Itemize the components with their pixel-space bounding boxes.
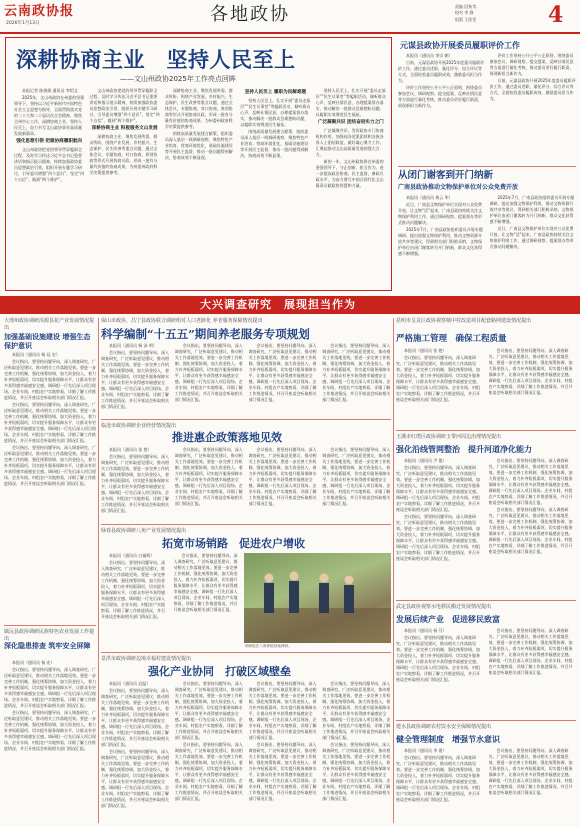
divider	[101, 419, 391, 420]
paragraph: 评价工作坚持公开公平公正原则，围绕委员参加会议、调研视察、提交提案、反映社情民意等方面进行量化考核，推动委员更好履行职责，展现新担当新作为。	[489, 53, 574, 76]
paragraph: 围绕高质量发展建言献策，组织委员深入基层一线调研视察，聚焦特色产业培育、营商环境优化、基础设施建设等开展民主监督，推动一批问题得到解决，协商成效不断显现。	[164, 131, 233, 160]
divider	[396, 430, 576, 431]
issue-date: 2026年1月13日	[6, 21, 40, 26]
page-number: 4	[548, 2, 564, 28]
feature-columns	[14, 88, 386, 288]
column-rule	[393, 318, 394, 823]
article-kicker: 临沧市政协调研企业经营情况提出	[101, 423, 177, 429]
divider	[396, 600, 576, 601]
paragraph: 会议指出，要坚持问题导向，深入调查研究，广泛听取意见建议，推动相关工作落地见效。要进一步完善工作机制，强化统筹协调，加大资金投入，着力补齐短板弱项，切实提升服务保障水平，让群众有更多获得感幸福感安全感。调研组一行先后深入项目现场、企业车间、村组农户实地察看，详细了解工作推进情况，并召开座谈会听取相关部门情况汇报。	[174, 343, 243, 402]
article-subheadline: 广南县政协推动文物保护单位对公众免费开放	[398, 184, 519, 191]
article-kicker: 玉溪市红塔区政协调研玉带河周边治理情况提出	[396, 434, 502, 440]
article-body	[101, 447, 391, 522]
paragraph: 新的一年，文山州政协将在州委的坚强领导下，守正创新、担当作为，进一步提高政治协商、民主监督、参政议政水平，为奋力谱写中国式现代化文山篇章贡献政协智慧和力量。	[315, 159, 384, 189]
byline: 本报讯（通讯员 张 艳）	[109, 447, 152, 452]
paragraph: 广泛凝聚共识，发挥政协专门协商机构作用，加强同各党派团体和各族各界人士团结联谊，做好凝心聚力工作，汇聚起推动文山高质量发展的强大合力。	[315, 128, 384, 158]
article-kicker: 绿春县政协调研八角产业发展情况提出	[101, 528, 187, 534]
divider	[101, 524, 391, 525]
article-kicker: 保山市政协、昌宁县政协联合调研组对人口老龄化 养老服务保障情况提出	[101, 318, 263, 324]
paragraph: 会议指出，要坚持问题导向，深入调查研究，广泛听取意见建议，推动相关工作落地见效。要进一步完善工作机制，强化统筹协调，加大资金投入，着力补齐短板弱项，切实提升服务保障水平，让群众有更多获得感幸福感安全感。调研组一行先后深入项目现场、企业车间、村组农户实地察看，详细了解工作推进情况，并召开座谈会听取相关部门情况汇报。	[174, 742, 243, 801]
article-body	[101, 343, 391, 418]
paragraph: 文山州政协把党的领导贯穿履职全过程，及时学习传达习近平总书记重要讲话和指示批示精神，持续加强政协委员思想政治引领，组织开展专题学习研讨，引导委员增强“四个意识”、坚定“四个自信”、做到“两个维护”。	[89, 88, 160, 123]
paragraph: 会议指出，要坚持问题导向，深入调查研究，广泛听取意见建议，推动相关工作落地见效。要进一步完善工作机制，强化统筹协调，加大资金投入，着力补齐短板弱项，切实提升服务保障水平，让群众有更多获得感幸福感安全感。调研组一行先后深入项目现场、企业车间、村组农户实地察看，详细了解工作推进情况，并召开座谈会听取相关部门情况汇报。	[101, 749, 169, 808]
paragraph: 会议指出，要坚持问题导向，深入调查研究，广泛听取意见建议，推动相关工作落地见效。要进一步完善工作机制，强化统筹协调，加大资金投入，着力补齐短板弱项，切实提升服务保障水平，让群众有更多获得感幸福感安全感。调研组一行先后深入项目现场、企业车间、村组农户实地察看，详细了解工作推进情况，并召开座谈会听取相关部门情况汇报。	[101, 688, 169, 747]
divider	[396, 720, 576, 721]
byline: 本报讯（通讯员 李 建）	[404, 748, 447, 753]
photo-people-figures	[244, 553, 391, 643]
editor-line: 校对 李 静	[455, 10, 474, 16]
paragraph: 会议指出，要坚持问题导向，深入调查研究，广泛听取意见建议，推动相关工作落地见效。要进一步完善工作机制，强化统筹协调，加大资金投入，着力补齐短板弱项，切实提升服务保障水平，让群众有更多获得感幸福感安全感。调研组一行先后深入项目现场、企业车间、村组农户实地察看，详细了解工作推进情况，并召开座谈会听取相关部门情况汇报。	[488, 507, 573, 554]
paragraph: 坚持人民至上，扎实开展“委员走基层”“民生议事堂”等履职活动，倾听群众心声，反映社情民意，办理提案督办落实，推动解决一批群众急难愁盼问题，以履职实效增进民生福祉。	[240, 98, 311, 128]
article-body	[396, 748, 576, 824]
article-body	[396, 628, 576, 718]
article-headline: 严格施工管理 确保工程质量	[396, 334, 507, 344]
paragraph: 会议指出，要坚持问题导向，深入调查研究，广泛听取意见建议，推动相关工作落地见效。要进一步完善工作机制，强化统筹协调，加大资金投入，着力补齐短板弱项，切实提升服务保障水平，让群众有更多获得感幸福感安全感。调研组一行先后深入项目现场、企业车间、村组农户实地察看，详细了解工作推进情况，并召开座谈会听取相关部门情况汇报。	[322, 343, 391, 402]
article-body	[396, 458, 576, 598]
article-body	[398, 53, 576, 163]
paragraph: 文山州政协把党的领导贯穿履职全过程，及时学习传达习近平总书记重要讲话和指示批示精神，持续加强政协委员思想政治引领，组织开展专题学习研讨，引导委员增强“四个意识”、坚定“四个自信”、做到“两个维护”。	[14, 147, 85, 183]
paragraph: 会议指出，要坚持问题导向，深入调查研究，广泛听取意见建议，推动相关工作落地见效。要进一步完善工作机制，强化统筹协调，加大资金投入，着力补齐短板弱项，切实提升服务保障水平，让群众有更多获得感幸福感安全感。调研组一行先后深入项目现场、企业车间、村组农户实地察看，详细了解工作推进情况，并召开座谈会听取相关部门情况汇报。	[396, 465, 480, 512]
article-body	[4, 352, 96, 622]
article-headline: 发展后续产业 促进移民致富	[396, 614, 500, 624]
feature-byline: 本报记者 陈娟娟 通讯员 李绍文	[22, 88, 78, 93]
article-headline: 科学编制“十五五”期间养老服务专项规划	[101, 327, 310, 341]
section-title: 各地政协	[210, 4, 290, 25]
article-kicker: 大理州政协调研洱源县花产业发展情况提出	[4, 318, 95, 331]
feature-subhead: 深耕协商主业 积极服务文山发展	[91, 126, 158, 131]
paragraph: 会议指出，要坚持问题导向，深入调查研究，广泛听取意见建议，推动相关工作落地见效。要进一步完善工作机制，强化统筹协调，加大资金投入，着力补齐短板弱项，切实提升服务保障水平，让群众有更多获得感幸福感安全感。调研组一行先后深入项目现场、企业车间、村组农户实地察看，详细了解工作推进情况，并召开座谈会听取相关部门情况汇报。	[248, 447, 317, 506]
paragraph: 会议指出，要坚持问题导向，深入调查研究，广泛听取意见建议，推动相关工作落地见效。要进一步完善工作机制，强化统筹协调，加大资金投入，着力补齐短板弱项，切实提升服务保障水平，让群众有更多获得感幸福感安全感。调研组一行先后深入项目现场、企业车间、村组农户实地察看，详细了解工作推进情况，并召开座谈会听取相关部门情况汇报。	[248, 681, 317, 740]
editor-line: 责编 段秋苇	[455, 4, 477, 9]
paragraph: 会议指出，要坚持问题导向，深入调查研究，广泛听取意见建议，推动相关工作落地见效。要进一步完善工作机制，强化统筹协调，加大资金投入，着力补齐短板弱项，切实提升服务保障水平，让群众有更多获得感幸福感安全感。调研组一行先后深入项目现场、企业车间、村组农户实地察看，详细了解工作推进情况，并召开座谈会听取相关部门情况汇报。	[396, 514, 480, 561]
paragraph: 会议指出，要坚持问题导向，深入调查研究，广泛听取意见建议，推动相关工作落地见效。要进一步完善工作机制，强化统筹协调，加大资金投入，着力补齐短板弱项，切实提升服务保障水平，让群众有更多获得感幸福感安全感。调研组一行先后深入项目现场、企业车间、村组农户实地察看，详细了解工作推进情况，并召开座谈会听取相关部门情况汇报。	[4, 359, 96, 400]
article-headline: 健全管理制度 增强节水意识	[396, 734, 500, 744]
paragraph: 日前，元谋县政协开展2025年度委员履职评价工作，通过委员述职、量化评分、综合评议等方式，全面检验委员履职成效，激励委员担当作为。	[489, 78, 576, 101]
feature-subheadline: ——文山州政协2025年工作亮点回眸	[120, 75, 236, 83]
paragraph: 会议指出，要坚持问题导向，深入调查研究，广泛听取意见建议，推动相关工作落地见效。要进一步完善工作机制，强化统筹协调，加大资金投入，着力补齐短板弱项，切实提升服务保障水平，让群众有更多获得感幸福感安全感。调研组一行先后深入项目现场、企业车间、村组农户实地察看，详细了解工作推进情况，并召开座谈会听取相关部门情况汇报。	[173, 553, 238, 612]
article-headline: 从闭门谢客到开门纳新	[398, 170, 494, 181]
byline: 本报讯（通讯员 李宗 朝）	[406, 53, 453, 58]
paragraph: 会议指出，要坚持问题导向，深入调查研究，广泛听取意见建议，推动相关工作落地见效。要进一步完善工作机制，强化统筹协调，加大资金投入，着力补齐短板弱项，切实提升服务保障水平，让群众有更多获得感幸福感安全感。调研组一行先后深入项目现场、企业车间、村组农户实地察看，详细了解工作推进情况，并召开座谈会听取相关部门情况汇报。	[396, 635, 480, 682]
paragraph: 坚持人民至上，扎实开展“委员走基层”“民生议事堂”等履职活动，倾听群众心声，反映社情民意，办理提案督办落实，推动解决一批群众急难愁盼问题，以履职实效增进民生福祉。	[315, 88, 386, 117]
paragraph: 会议指出，要坚持问题导向，深入调查研究，广泛听取意见建议，推动相关工作落地见效。要进一步完善工作机制，强化统筹协调，加大资金投入，着力补齐短板弱项，切实提升服务保障水平，让群众有更多获得感幸福感安全感。调研组一行先后深入项目现场、企业车间、村组农户实地察看，详细了解工作推进情况，并召开座谈会听取相关部门情况汇报。	[488, 348, 573, 395]
column-rule	[98, 318, 99, 823]
article-kicker: 镇沅县政协调研民族特色农业发展工作提出	[4, 629, 95, 642]
article-headline: 加强基础设施建设 增强生态保护意识	[4, 332, 91, 351]
paragraph: 会议指出，要坚持问题导向，深入调查研究，广泛听取意见建议，推动相关工作落地见效。要进一步完善工作机制，强化统筹协调，加大资金投入，着力补齐短板弱项，切实提升服务保障水平，让群众有更多获得感幸福感安全感。调研组一行先后深入项目现场、企业车间、村组农户实地察看，详细了解工作推进情况，并召开座谈会听取相关部门情况汇报。	[322, 681, 391, 740]
byline: 本报讯（通讯员 白福辉）	[109, 553, 155, 558]
article-body	[101, 681, 391, 824]
paragraph: 会议指出，要坚持问题导向，深入调查研究，广泛听取意见建议，推动相关工作落地见效。要进一步完善工作机制，强化统筹协调，加大资金投入，着力补齐短板弱项，切实提升服务保障水平，让群众有更多获得感幸福感安全感。调研组一行先后深入项目现场、企业车间、村组农户实地察看，详细了解工作推进情况，并召开座谈会听取相关部门情况汇报。	[322, 447, 391, 506]
paragraph: 会议指出，要坚持问题导向，深入调查研究，广泛听取意见建议，推动相关工作落地见效。要进一步完善工作机制，强化统筹协调，加大资金投入，着力补齐短板弱项，切实提升服务保障水平，让群众有更多获得感幸福感安全感。调研组一行先后深入项目现场、企业车间、村组农户实地察看，详细了解工作推进情况，并召开座谈会听取相关部门情况汇报。	[248, 742, 317, 801]
paragraph: 会议指出，要坚持问题导向，深入调查研究，广泛听取意见建议，推动相关工作落地见效。要进一步完善工作机制，强化统筹协调，加大资金投入，着力补齐短板弱项，切实提升服务保障水平，让群众有更多获得感幸福感安全感。调研组一行先后深入项目现场、企业车间、村组农户实地察看，详细了解工作推进情况，并召开座谈会听取相关部门情况汇报。	[4, 402, 96, 443]
paragraph: 会议指出，要坚持问题导向，深入调查研究，广泛听取意见建议，推动相关工作落地见效。要进一步完善工作机制，强化统筹协调，加大资金投入，着力补齐短板弱项，切实提升服务保障水平，让群众有更多获得感幸福感安全感。调研组一行先后深入项目现场、企业车间、村组农户实地察看，详细了解工作推进情况，并召开座谈会听取相关部门情况汇报。	[396, 755, 480, 802]
byline: 本报讯（通讯员 杨 宏）	[12, 660, 55, 665]
paragraph: 会议指出，要坚持问题导向，深入调查研究，广泛听取意见建议，推动相关工作落地见效。要进一步完善工作机制，强化统筹协调，加大资金投入，着力补齐短板弱项，切实提升服务保障水平，让群众有更多获得感幸福感安全感。调研组一行先后深入项目现场、企业车间、村组农户实地察看，详细了解工作推进情况，并召开座谈会听取相关部门情况汇报。	[174, 447, 243, 506]
article-kicker: 建水县政协调研农村饮水安全保障情况提出	[396, 724, 492, 730]
paragraph: 近日，广南县文物保护单位实现对公众免费开放，让文物“活”起来，广南县政协持续关注文物保护利用工作，通过调研视察、提案督办等形式推动问题解决。	[489, 226, 574, 249]
masthead	[0, 0, 580, 34]
article-kicker: 昆明市呈贡区政协视察城中村改造项目配套路网建设情况提出	[396, 318, 532, 324]
byline: 本报讯（通讯员 杨 冠 宏）	[12, 352, 60, 357]
divider	[4, 625, 96, 626]
divider	[101, 652, 391, 653]
divider	[398, 166, 576, 167]
editor-line: 组版 王欣雯	[455, 16, 477, 22]
section-banner-text: 大兴调查研究 展现担当作为	[200, 298, 356, 311]
article-body	[4, 660, 96, 825]
paragraph: 深耕协商主业，聚焦发展所需、群众所盼，围绕产业发展、乡村振兴、生态保护、民生改善等重点议题，通过全体会议、专题协商、对口协商、界别协商等形式开展协商议政，形成一批有分量有价值的协商成果，为州委州政府科学决策提供参考。	[164, 88, 233, 129]
paragraph: 会议指出，要坚持问题导向，深入调查研究，广泛听取意见建议，推动相关工作落地见效。要进一步完善工作机制，强化统筹协调，加大资金投入，着力补齐短板弱项，切实提升服务保障水平，让群众有更多获得感幸福感安全感。调研组一行先后深入项目现场、企业车间、村组农户实地察看，详细了解工作推进情况，并召开座谈会听取相关部门情况汇报。	[248, 343, 317, 402]
article-headline: 元谋县政协开展委员履职评价工作	[400, 40, 520, 50]
editor-credits	[455, 4, 476, 23]
paragraph: 评价工作坚持公开公平公正原则，围绕委员参加会议、调研视察、提交提案、反映社情民意等方面进行量化考核，推动委员更好履行职责，展现新担当新作为。	[398, 85, 482, 108]
paragraph: 近日，广南县文物保护单位实现对公众免费开放，让文物“活”起来，广南县政协持续关注文物保护利用工作，通过调研视察、提案督办等形式推动问题解决。	[398, 202, 483, 225]
article-headline: 推进惠企政策落地见效	[172, 431, 282, 444]
article-headline: 强化沿线管网整治 提升河道净化能力	[396, 444, 532, 454]
byline: 本报讯（通讯员 杨 泽 明）	[109, 343, 157, 348]
feature-subhead: 强化思想引领 把稳协商履职航向	[16, 139, 83, 144]
paragraph: 围绕高质量发展建言献策，组织委员深入基层一线调研视察，聚焦特色产业培育、营商环境优化、基础设施建设等开展民主监督，推动一批问题得到解决，协商成效不断显现。	[240, 129, 309, 159]
feature-subhead: 坚持人民至上 履职为民解难题	[244, 90, 307, 95]
paragraph: 日前，元谋县政协开展2025年度委员履职评价工作，通过委员述职、量化评分、综合评议等方式，全面检验委员履职成效，激励委员担当作为。	[398, 60, 485, 83]
paragraph: 会议指出，要坚持问题导向，深入调查研究，广泛听取意见建议，推动相关工作落地见效。要进一步完善工作机制，强化统筹协调，加大资金投入，着力补齐短板弱项，切实提升服务保障水平，让群众有更多获得感幸福感安全感。调研组一行先后深入项目现场、企业车间、村组农户实地察看，详细了解工作推进情况，并召开座谈会听取相关部门情况汇报。	[322, 742, 391, 801]
byline: 本报讯（通讯员 张 艳）	[404, 348, 447, 353]
article-body	[101, 553, 241, 649]
byline: 本报讯（通讯员 尹 俊）	[404, 458, 447, 463]
article-headline: 强化产业协同 打破区域壁垒	[148, 665, 291, 678]
byline: 本报讯（通讯员 黄云 华）	[406, 195, 453, 200]
paragraph: 会议指出，要坚持问题导向，深入调查研究，广泛听取意见建议，推动相关工作落地见效。要进一步完善工作机制，强化统筹协调，加大资金投入，着力补齐短板弱项，切实提升服务保障水平，让群众有更多获得感幸福感安全感。调研组一行先后深入项目现场、企业车间、村组农户实地察看，详细了解工作推进情况，并召开座谈会听取相关部门情况汇报。	[101, 350, 169, 409]
paragraph: 会议指出，要坚持问题导向，深入调查研究，广泛听取意见建议，推动相关工作落地见效。要进一步完善工作机制，强化统筹协调，加大资金投入，着力补齐短板弱项，切实提升服务保障水平，让群众有更多获得感幸福感安全感。调研组一行先后深入项目现场、企业车间、村组农户实地察看，详细了解工作推进情况，并召开座谈会听取相关部门情况汇报。	[4, 667, 96, 708]
paragraph: 会议指出，要坚持问题导向，深入调查研究，广泛听取意见建议，推动相关工作落地见效。要进一步完善工作机制，强化统筹协调，加大资金投入，着力补齐短板弱项，切实提升服务保障水平，让群众有更多获得感幸福感安全感。调研组一行先后深入项目现场、企业车间、村组农户实地察看，详细了解工作推进情况，并召开座谈会听取相关部门情况汇报。	[174, 681, 243, 740]
paragraph: 会议指出，要坚持问题导向，深入调查研究，广泛听取意见建议，推动相关工作落地见效。要进一步完善工作机制，强化统筹协调，加大资金投入，着力补齐短板弱项，切实提升服务保障水平，让群众有更多获得感幸福感安全感。调研组一行先后深入项目现场、企业车间、村组农户实地察看，详细了解工作推进情况，并召开座谈会听取相关部门情况汇报。	[4, 710, 96, 751]
paragraph: 会议指出，要坚持问题导向，深入调查研究，广泛听取意见建议，推动相关工作落地见效。要进一步完善工作机制，强化统筹协调，加大资金投入，着力补齐短板弱项，切实提升服务保障水平，让群众有更多获得感幸福感安全感。调研组一行先后深入项目现场、企业车间、村组农户实地察看，详细了解工作推进情况，并召开座谈会听取相关部门情况汇报。	[4, 445, 96, 486]
feature-subhead: 广泛凝聚共识 团结奋进实力之门	[317, 120, 384, 125]
feature-headline: 深耕协商主业 坚持人民至上	[16, 47, 296, 72]
feature-article	[5, 37, 392, 291]
paragraph: 2025年7月，广南县政协组织委员开展专题调研，提出加强文物保护利用、推动文物资源开放共享等建议，得到相关部门积极采纳，文物保护单位由闭门谢客转为开门纳新，群众文化获得感不断增强。	[398, 227, 483, 256]
paragraph: 会议指出，要坚持问题导向，深入调查研究，广泛听取意见建议，推动相关工作落地见效。要进一步完善工作机制，强化统筹协调，加大资金投入，着力补齐短板弱项，切实提升服务保障水平，让群众有更多获得感幸福感安全感。调研组一行先后深入项目现场、企业车间、村组农户实地察看，详细了解工作推进情况，并召开座谈会听取相关部门情况汇报。	[488, 628, 573, 675]
article-body	[396, 348, 576, 428]
paragraph: 会议指出，要坚持问题导向，深入调查研究，广泛听取意见建议，推动相关工作落地见效。要进一步完善工作机制，强化统筹协调，加大资金投入，着力补齐短板弱项，切实提升服务保障水平，让群众有更多获得感幸福感安全感。调研组一行先后深入项目现场、企业车间、村组农户实地察看，详细了解工作推进情况，并召开座谈会听取相关部门情况汇报。	[396, 355, 480, 402]
paragraph: 会议指出，要坚持问题导向，深入调查研究，广泛听取意见建议，推动相关工作落地见效。要进一步完善工作机制，强化统筹协调，加大资金投入，着力补齐短板弱项，切实提升服务保障水平，让群众有更多获得感幸福感安全感。调研组一行先后深入项目现场、企业车间、村组农户实地察看，详细了解工作推进情况，并召开座谈会听取相关部门情况汇报。	[101, 454, 169, 513]
article-headline: 拓宽市场销路 促进农户增收	[162, 537, 305, 550]
newspaper-logo: 云南政协报	[4, 4, 75, 19]
paragraph: 会议指出，要坚持问题导向，深入调查研究，广泛听取意见建议，推动相关工作落地见效。要进一步完善工作机制，强化统筹协调，加大资金投入，着力补齐短板弱项，切实提升服务保障水平，让群众有更多获得感幸福感安全感。调研组一行先后深入项目现场、企业车间、村组农户实地察看，详细了解工作推进情况，并召开座谈会听取相关部门情况汇报。	[488, 458, 573, 505]
byline: 本报讯（通讯员 杨 芬）	[404, 628, 447, 633]
article-kicker: 武定县政协视察水电移民搬迁发展情况提出	[396, 604, 492, 610]
article-headline: 深化隐患排查 筑牢安全屏障	[4, 641, 91, 650]
byline: 本报讯（通讯员 岩温）	[109, 681, 151, 686]
article-body	[398, 195, 576, 290]
photo-caption: 调研组在八角种植基地调研。	[245, 644, 292, 648]
article-photo	[244, 553, 391, 643]
paragraph: 会议指出，要坚持问题导向，深入调查研究，广泛听取意见建议，推动相关工作落地见效。要进一步完善工作机制，强化统筹协调，加大资金投入，着力补齐短板弱项，切实提升服务保障水平，让群众有更多获得感幸福感安全感。调研组一行先后深入项目现场、企业车间、村组农户实地察看，详细了解工作推进情况，并召开座谈会听取相关部门情况汇报。	[488, 748, 573, 795]
article-kicker: 景洪市政协调研边境幸福村建设情况提出	[101, 656, 192, 662]
paragraph: 深耕协商主业，聚焦发展所需、群众所盼，围绕产业发展、乡村振兴、生态保护、民生改善等重点议题，通过全体会议、专题协商、对口协商、界别协商等形式开展协商议政，形成一批有分量有价值的协商成果，为州委州政府科学决策提供参考。	[89, 134, 158, 176]
paragraph: 2025年7月，广南县政协组织委员开展专题调研，提出加强文物保护利用、推动文物资源开放共享等建议，得到相关部门积极采纳，文物保护单位由闭门谢客转为开门纳新，群众文化获得感不断增强。	[489, 195, 575, 224]
paragraph: 2025年，文山州政协在州委的坚强领导下，坚持以习近平新时代中国特色社会主义思想为指导，全面贯彻落实党的二十大和二十届历次全会精神，聚焦全州中心工作，深耕协商主业，坚持人民至上，奋力书写文山政协事业高质量发展新篇章。	[14, 95, 85, 136]
paragraph: 会议指出，要坚持问题导向，深入调查研究，广泛听取意见建议，推动相关工作落地见效。要进一步完善工作机制，强化统筹协调，加大资金投入，着力补齐短板弱项，切实提升服务保障水平，让群众有更多获得感幸福感安全感。调研组一行先后深入项目现场、企业车间、村组农户实地察看，详细了解工作推进情况，并召开座谈会听取相关部门情况汇报。	[101, 560, 165, 619]
